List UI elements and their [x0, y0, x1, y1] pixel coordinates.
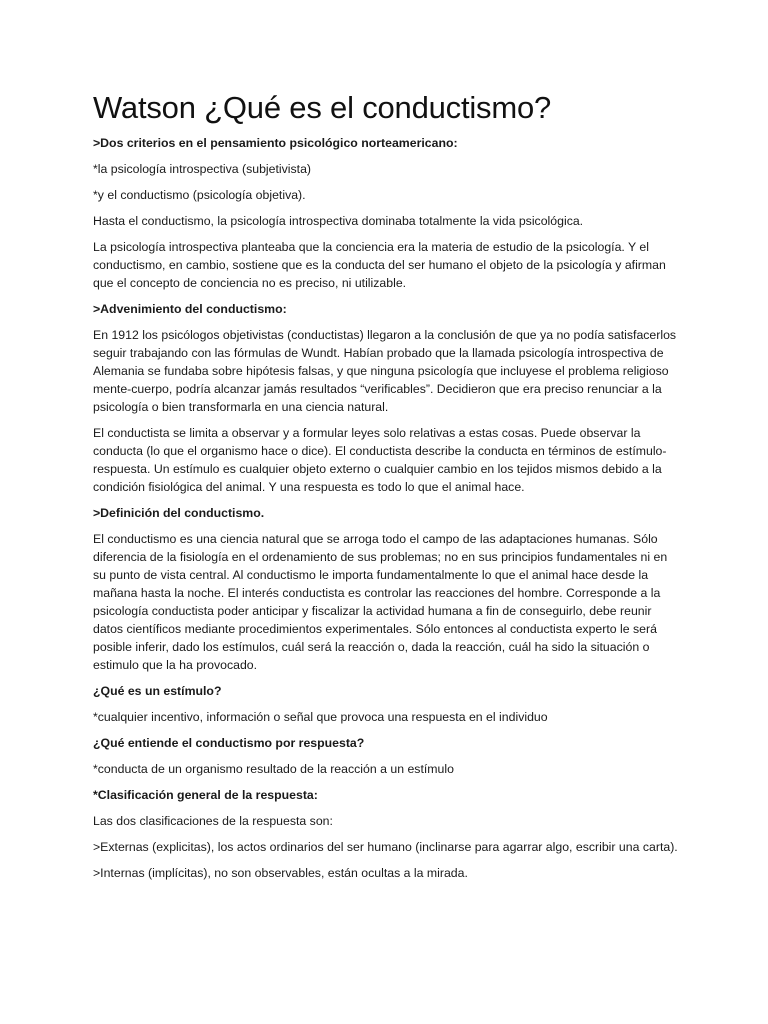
- paragraph-el-conductista: El conductista se limita a observar y a formular leyes solo relativas a estas cosas. Puede observar la conducta (lo que el organismo hace o dice). El conductista describe la conducta en términos de estímulo-respuesta. Un estímulo es cualquier objeto externo o cualquier cambio en los tejidos mismos debido a la condición fisiológica del animal. Y una respuesta es todo lo que el animal hace.: [93, 426, 667, 494]
- paragraph-definicion: El conductismo es una ciencia natural que se arroga todo el campo de las adaptaciones humanas. Sólo diferencia de la fisiología en el ordenamiento de sus problemas; no en sus principios fundamentales ni en su punto de vista central. Al conductismo le importa fundamentalmente lo que el animal hace desde la mañana hasta la noche. El interés conductista es controlar las reacciones del hombre. Corresponde a la psicología conductista poder anticipar y fiscalizar la actividad humana a fin de conseguirlo, debe reunir datos científicos mediante procedimientos experimentales. Sólo entonces al conductista experto le será posible inferir, dado los estímulos, cuál será la reacción o, dada la reacción, cuál ha sido la situación o estimulo que la ha provocado.: [93, 532, 668, 672]
- paragraph-hasta-el-conductismo: Hasta el conductismo, la psicología introspectiva dominaba totalmente la vida psicológica.: [93, 214, 584, 228]
- paragraph-respuesta-def: *conducta de un organismo resultado de la reacción a un estímulo: [93, 762, 454, 776]
- paragraph-estimulo-def: *cualquier incentivo, información o señal que provoca una respuesta en el individuo: [93, 710, 548, 724]
- heading-advenimiento: >Advenimiento del conductismo:: [93, 302, 287, 316]
- paragraph-1912: En 1912 los psicólogos objetivistas (conductistas) llegaron a la conclusión de que ya no podía satisfacerlos seguir trabajando con las fórmulas de Wundt. Habían probado que la llamada psicología introspectiva de Alemania se fundaba sobre hipótesis falsas, y que ninguna psicología que incluyese el problema religioso mente-cuerpo, podría alcanzar jamás resultados “verificables”. Decidieron que era preciso renunciar a la psicología o bien transformarla en una ciencia natural.: [93, 328, 677, 414]
- document-page: [93, 88, 683, 890]
- heading-definicion: >Definición del conductismo.: [93, 506, 265, 520]
- heading-que-es-respuesta: ¿Qué entiende el conductismo por respuesta?: [93, 736, 365, 750]
- heading-que-es-estimulo: ¿Qué es un estímulo?: [93, 684, 222, 698]
- document-title: Watson ¿Qué es el conductismo?: [93, 90, 552, 125]
- paragraph-conductismo-item: *y el conductismo (psicología objetiva).: [93, 188, 306, 202]
- paragraph-psicologia-introspectiva: La psicología introspectiva planteaba que la conciencia era la materia de estudio de la psicología. Y el conductismo, en cambio, sostiene que es la conducta del ser humano el objeto de la psicología y afirman que el concepto de conciencia no es preciso, ni utilizable.: [93, 240, 666, 290]
- paragraph-dos-clasificaciones: Las dos clasificaciones de la respuesta son:: [93, 814, 333, 828]
- paragraph-introspectiva-item: *la psicología introspectiva (subjetivista): [93, 162, 312, 176]
- paragraph-externas: >Externas (explicitas), los actos ordinarios del ser humano (inclinarse para agarrar algo, escribir una carta).: [93, 840, 678, 854]
- heading-dos-criterios: >Dos criterios en el pensamiento psicológico norteamericano:: [93, 136, 458, 150]
- heading-clasificacion: *Clasificación general de la respuesta:: [93, 788, 318, 802]
- paragraph-internas: >Internas (implícitas), no son observables, están ocultas a la mirada.: [93, 866, 468, 880]
